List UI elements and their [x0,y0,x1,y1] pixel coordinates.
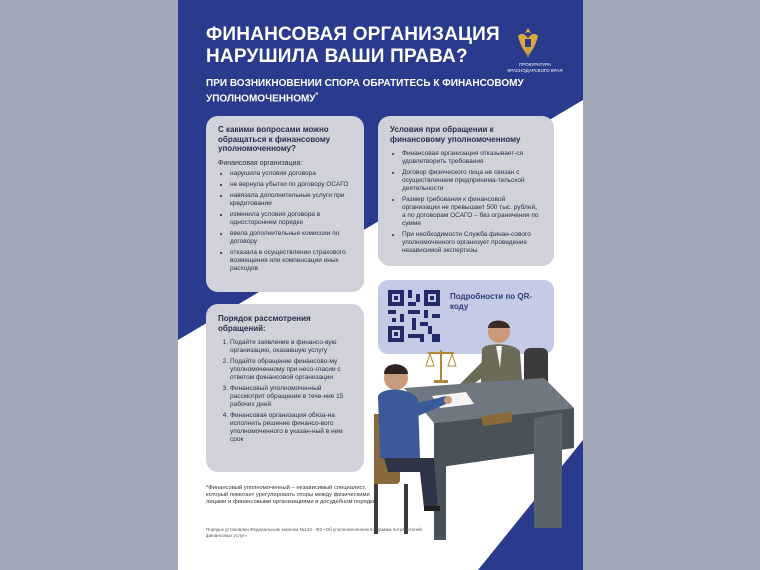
list-item: • Договор физического лица не связан с осуществлением предпринима-тельской деятельности [402,169,542,193]
prosecutor-emblem-icon [515,26,541,60]
questions-list [218,170,352,273]
poster [178,0,583,570]
procedure-heading: Порядок рассмотрения обращений: [218,314,311,333]
list-item: • навязала дополнительные услуги при кредитовании [230,192,352,208]
list-item: 1. Подайте заявление в финансо-вую организацию, оказавшую услугу [230,339,352,355]
list-item: • изменила условия договора в одностороннем порядке [230,211,352,227]
list-item: • отказала в осуществлении страхового возмещения или компенсации иных расходов [230,249,352,273]
questions-lead: Финансовая организация: [218,159,303,167]
list-item: • не вернула убытки по договору ОСАГО [230,181,352,189]
conditions-heading: Условия при обращении к финансовому уполномоченному [390,125,521,144]
questions-heading: С какими вопросами можно обращаться к финансовому уполномоченному? [218,125,331,153]
poster-subtitle: ПРИ ВОЗНИКНОВЕНИИ СПОРА ОБРАТИТЕСЬ К ФИНАНСОВОМУ УПОЛНОМОЧЕННОМУ* [206,78,524,105]
consultation-illustration [374,308,583,548]
poster-title: ФИНАНСОВАЯ ОРГАНИЗАЦИЯ НАРУШИЛА ВАШИ ПРАВА? [206,24,500,67]
list-item: • нарушила условия договора [230,170,352,178]
procedure-list [218,339,352,444]
list-item: 3. Финансовый уполномоченный рассмотрит обращение в тече-ние 15 рабочих дней [230,385,352,409]
list-item: • Финансовая организация отказывает-ся удовлетворить требования [402,150,542,166]
legal-note: Порядок установлен Федеральным законом №123 - ФЗ «Об уполномоченном по правам потребителей финансовых услуг» [206,527,422,538]
conditions-card [378,116,554,266]
conditions-list [390,150,542,255]
footnote: *Финансовый уполномоченный – независимый специалист, который помогает урегулировать споры между физическими лицами и финансовыми организациями в досудебном порядке. [206,485,378,505]
list-item: • Размер требования к финансовой организации не превышает 500 тыс. рублей, а по договорам ОСАГО – без ограничения по сумме [402,196,542,228]
list-item: 2. Подайте обращение финансово-му уполномоченному при несо-гласии с ответом финансовой организации [230,358,352,382]
questions-card [206,116,364,292]
list-item: • При необходимости Служба финан-сового уполномоченного организует проведение независимой экспертизы [402,231,542,255]
org-name: ПРОКУРАТУРА КРАСНОДАРСКОГО КРАЯ [507,62,563,73]
list-item: 4. Финансовая организация обяза-на исполнить решение финансо-вого уполномоченного в указан-ный в нем срок [230,412,352,444]
qr-label: Подробности по QR-коду [450,292,533,311]
list-item: • ввела дополнительные комиссии по договору [230,230,352,246]
procedure-card [206,304,364,472]
